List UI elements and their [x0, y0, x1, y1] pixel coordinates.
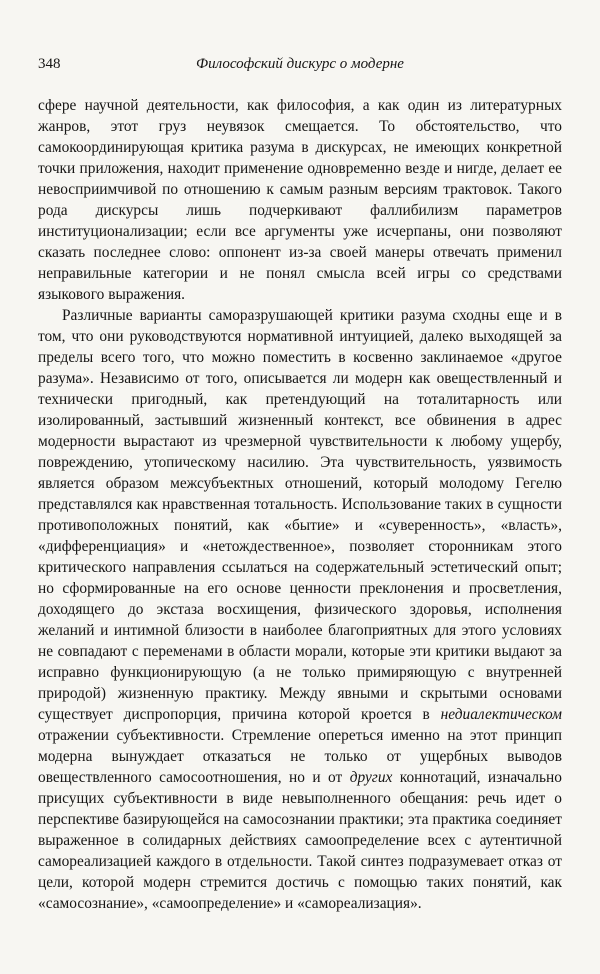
text-run-italic: других [349, 769, 393, 786]
text-run: отражении субъективности. Стремление опереться именно на этот принцип модерна вынуждает отказаться не только от ущербных выводов овеществленного самосоотношения, но и от [38, 727, 562, 786]
text-run: сфере научной деятельности, как философия, а как один из литературных жанров, этот груз неувязок смещается. То обстоятельство, что самокоординирующая критика разума в дискурсах, не имеющих конкретной точки приложения, находит применение одновременно везде и нигде, делает ее невосприимчивой по отношению к самым разным версиям трактовок. Такого рода дискурсы лишь подчеркивают фаллибилизм параметров институционализации; если все аргументы уже исчерпаны, они позволяют сказать последнее слово: оппонент из-за своей манеры отвечать применил неправильные категории и не понял смысла всей игры со средствами языкового выражения. [38, 97, 562, 303]
page-header [38, 56, 562, 78]
paragraph [38, 305, 562, 914]
page-number: 348 [38, 56, 61, 72]
running-title: Философский дискурс о модерне [196, 56, 404, 72]
text-run: Различные варианты саморазрушающей критики разума сходны еще и в том, что они руководствуются нормативной интуицией, далеко выходящей за пределы всего того, что можно поместить в косвенно заклинаемое «другое разума». Независимо от того, описывается ли модерн как овеществленный и технически пригодный, как претендующий на тоталитарность или изолированный, застывший жизненный контекст, все обвинения в адрес модерности вырастают из чрезмерной чувствительности к любому ущербу, повреждению, утопическому насилию. Эта чувствительность, уязвимость является образом межсубъектных отношений, который молодому Гегелю представлялся как нравственная тотальность. Использование таких в сущности противоположных понятий, как «бытие» и «суверенность», «власть», «дифференциация» и «нетождественное», позволяет сторонникам этого критического направления ссылаться на содержательный эстетический опыт; но сформированные на его основе ценности преклонения и просветления, доходящего до экстаза восхищения, физического здоровья, исполнения желаний и интимной близости в наиболее благоприятных для этого условиях не совпадают с переменами в области морали, которые эти критики выдают за исправно функционирующую (а не только примиряющую с внутренней природой) жизненную практику. Между явными и скрытыми основами существует диспропорция, причина которой кроется в [38, 307, 562, 723]
body-text [38, 95, 562, 914]
text-run: коннотаций, изначально присущих субъективности в виде невыполненного обещания: речь идет о перспективе базирующейся на самосознании практики; эта практика соединяет выраженное в солидарных действиях самоопределение всех с аутентичной самореализацией каждого в отдельности. Такой синтез подразумевает отказ от цели, которой модерн стремится достичь с помощью таких понятий, как «самосознание», «самоопределение» и «самореализация». [38, 769, 562, 912]
paragraph-continuation [38, 95, 562, 305]
text-run-italic: недиалектическом [440, 706, 562, 723]
